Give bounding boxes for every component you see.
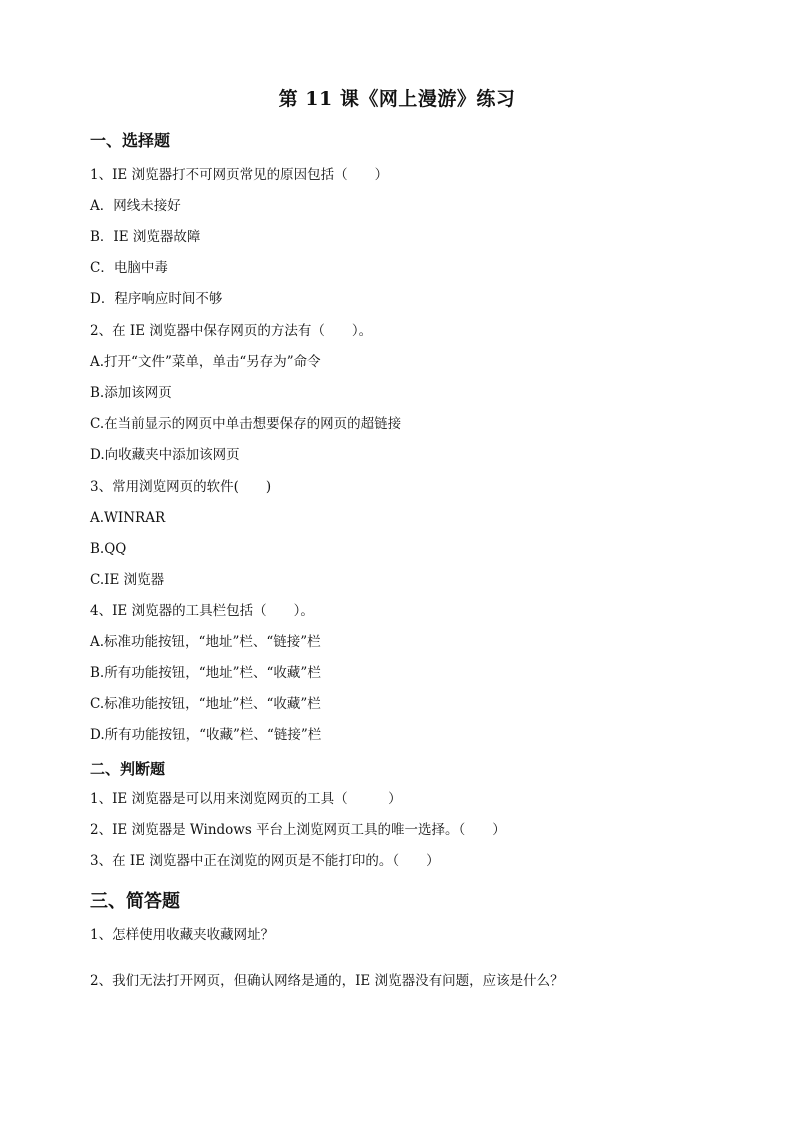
section-heading-choice: 一、选择题 — [90, 131, 171, 150]
question-3: 3、常用浏览网页的软件( ) — [90, 479, 272, 495]
q4-option-b: B.所有功能按钮，“地址”栏、“收藏”栏 — [90, 665, 321, 681]
q4-option-a: A.标准功能按钮，“地址”栏、“链接”栏 — [90, 634, 321, 650]
section-heading-short: 三、简答题 — [90, 891, 180, 912]
question-4: 4、IE 浏览器的工具栏包括（ ）。 — [90, 603, 314, 619]
q2-option-a: A.打开“文件”菜单，单击“另存为”命令 — [90, 354, 321, 370]
q4-option-d: D.所有功能按钮，“收藏”栏、“链接”栏 — [90, 727, 322, 743]
short-item-2: 2、我们无法打开网页，但确认网络是通的，IE 浏览器没有问题，应该是什么？ — [90, 973, 564, 989]
q3-option-c: C.IE 浏览器 — [90, 572, 165, 588]
q2-option-d: D.向收藏夹中添加该网页 — [90, 447, 240, 463]
q3-option-a: A.WINRAR — [90, 510, 166, 526]
page-title: 第 11 课《网上漫游》练习 — [278, 88, 516, 110]
q4-option-c: C.标准功能按钮，“地址”栏、“收藏”栏 — [90, 696, 321, 712]
q1-option-c: C．电脑中毒 — [90, 260, 168, 276]
judge-item-3: 3、在 IE 浏览器中正在浏览的网页是不能打印的。（ ） — [90, 853, 440, 869]
judge-item-2: 2、IE 浏览器是 Windows 平台上浏览网页工具的唯一选择。（ ） — [90, 822, 506, 838]
question-1: 1、IE 浏览器打不可网页常见的原因包括（ ） — [90, 167, 389, 183]
short-item-1: 1、怎样使用收藏夹收藏网址？ — [90, 927, 275, 943]
q1-option-d: D．程序响应时间不够 — [90, 291, 223, 307]
section-heading-judge: 二、判断题 — [90, 760, 166, 778]
q2-option-c: C.在当前显示的网页中单击想要保存的网页的超链接 — [90, 416, 402, 432]
q1-option-a: A．网线未接好 — [90, 198, 181, 214]
q3-option-b: B.QQ — [90, 541, 127, 557]
q1-option-b: B．IE 浏览器故障 — [90, 229, 201, 245]
q2-option-b: B.添加该网页 — [90, 385, 172, 401]
question-2: 2、在 IE 浏览器中保存网页的方法有（ ）。 — [90, 323, 373, 339]
judge-item-1: 1、IE 浏览器是可以用来浏览网页的工具（ ） — [90, 791, 402, 807]
